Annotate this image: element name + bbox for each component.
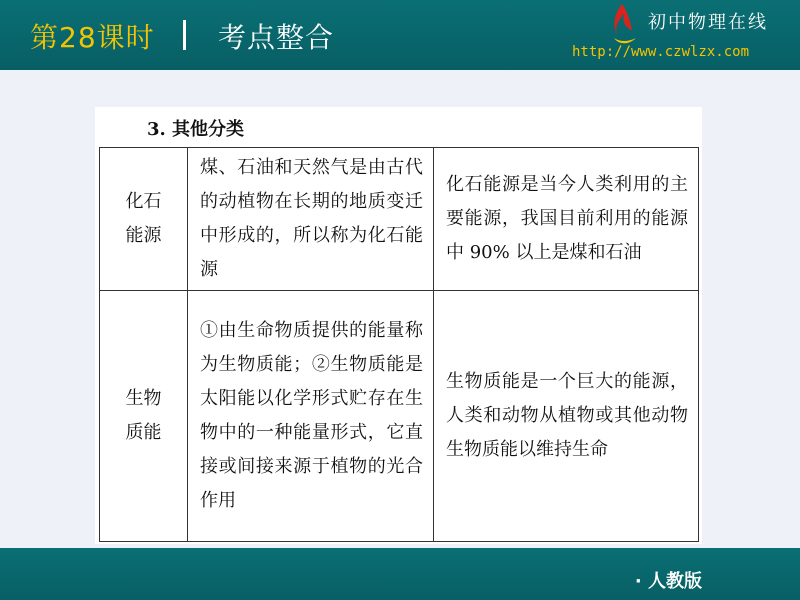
note-cell: 化石能源是当今人类利用的主要能源，我国目前利用的能源中 90% 以上是煤和石油: [434, 148, 699, 291]
section-heading: 3. 其他分类: [147, 119, 245, 140]
category-line: 能源: [125, 225, 162, 246]
site-name: 初中物理在线: [648, 12, 768, 33]
definition-cell: ①由生命物质提供的能量称为生物质能；②生物质能是太阳能以化学形式贮存在生物中的一种能量形式，它直接或间接来源于植物的光合作用: [188, 291, 434, 542]
header-divider: [183, 20, 186, 50]
note-cell: 生物质能是一个巨大的能源，人类和动物从植物或其他动物生物质能以维持生命: [434, 291, 699, 542]
energy-classification-table: [99, 147, 699, 542]
section-title: 考点整合: [218, 21, 335, 54]
table-row: [100, 148, 699, 291]
site-url[interactable]: http://www.czwlzx.com: [572, 44, 750, 60]
table-row: [100, 291, 699, 542]
flame-logo-icon: [608, 2, 638, 46]
definition-cell: 煤、石油和天然气是由古代的动植物在长期的地质变迁中形成的，所以称为化石能源: [188, 148, 434, 291]
footer-bar: [0, 548, 800, 600]
category-cell: [100, 148, 188, 291]
edition-label: · 人教版: [634, 571, 702, 592]
category-line: 质能: [125, 422, 162, 443]
header-bar: [0, 0, 800, 70]
category-line: 化石: [125, 191, 162, 212]
content-panel: [95, 107, 702, 544]
category-line: 生物: [125, 388, 162, 409]
category-cell: [100, 291, 188, 542]
lesson-label: 第28课时: [30, 21, 155, 54]
